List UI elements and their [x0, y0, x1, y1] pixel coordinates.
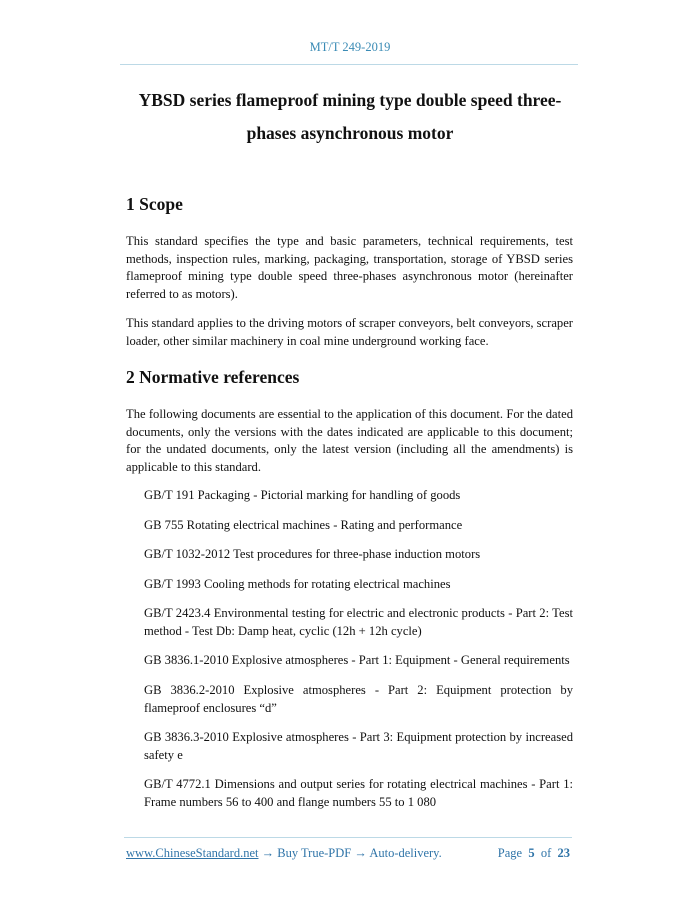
scope-paragraph-2: This standard applies to the driving motors of scraper conveyors, belt conveyors, scraper loader, other similar machinery in coal mine underground working face. — [126, 316, 573, 348]
reference-item: GB/T 1032-2012 Test procedures for three-phase induction motors — [144, 547, 481, 561]
footer-rule — [124, 837, 572, 838]
page-label: Page — [497, 846, 523, 860]
total-pages: 23 — [557, 846, 570, 860]
document-title — [100, 84, 600, 150]
title-line-2: phases asynchronous motor — [246, 123, 454, 143]
arrow-right-icon: → — [261, 846, 275, 860]
reference-item: GB/T 4772.1 Dimensions and output series for rotating electrical machines - Part 1: Frame numbers 56 to 400 and flange numbers 55 to 1 080 — [144, 777, 573, 809]
reference-item: GB 3836.3-2010 Explosive atmospheres - Part 3: Equipment protection by increased safety e — [144, 730, 573, 762]
current-page: 5 — [528, 846, 535, 860]
document-code-header: MT/T 249-2019 — [309, 40, 391, 54]
arrow-right-icon: → — [354, 846, 367, 860]
section-heading-normative-references: 2 Normative references — [126, 367, 300, 387]
section-heading-scope: 1 Scope — [126, 194, 183, 214]
auto-delivery-text: Auto-delivery. — [369, 846, 442, 860]
reference-item: GB/T 1993 Cooling methods for rotating electrical machines — [144, 577, 451, 591]
buy-pdf-text: Buy True-PDF — [277, 846, 352, 860]
scope-paragraph-1: This standard specifies the type and basic parameters, technical requirements, test methods, inspection rules, marking, packaging, transportation, storage of YBSD series flameproof mining type double speed three-phases asynchronous motor (hereinafter referred to as motors). — [126, 234, 573, 301]
page-footer — [126, 846, 570, 861]
references-intro-paragraph: The following documents are essential to the application of this document. For the dated documents, only the versions with the dates indicated are applicable to this document; for the undated documents, only the latest version (including all the amendments) is applicable to this standard. — [126, 407, 573, 474]
reference-item: GB/T 2423.4 Environmental testing for electric and electronic products - Part 2: Test method - Test Db: Damp heat, cyclic (12h + 12h cycle) — [144, 606, 573, 638]
of-label: of — [540, 846, 552, 860]
reference-item: GB 755 Rotating electrical machines - Rating and performance — [144, 518, 463, 532]
header-rule — [120, 64, 578, 65]
page-number — [498, 846, 570, 861]
reference-item: GB 3836.2-2010 Explosive atmospheres - Part 2: Equipment protection by flameproof enclosures “d” — [144, 683, 573, 715]
title-line-1: YBSD series flameproof mining type double speed three- — [138, 90, 562, 110]
footer-promo — [126, 846, 442, 861]
reference-item: GB 3836.1-2010 Explosive atmospheres - Part 1: Equipment - General requirements — [144, 653, 570, 667]
website-link[interactable]: www.ChineseStandard.net — [126, 846, 259, 860]
reference-item: GB/T 191 Packaging - Pictorial marking for handling of goods — [144, 488, 461, 502]
